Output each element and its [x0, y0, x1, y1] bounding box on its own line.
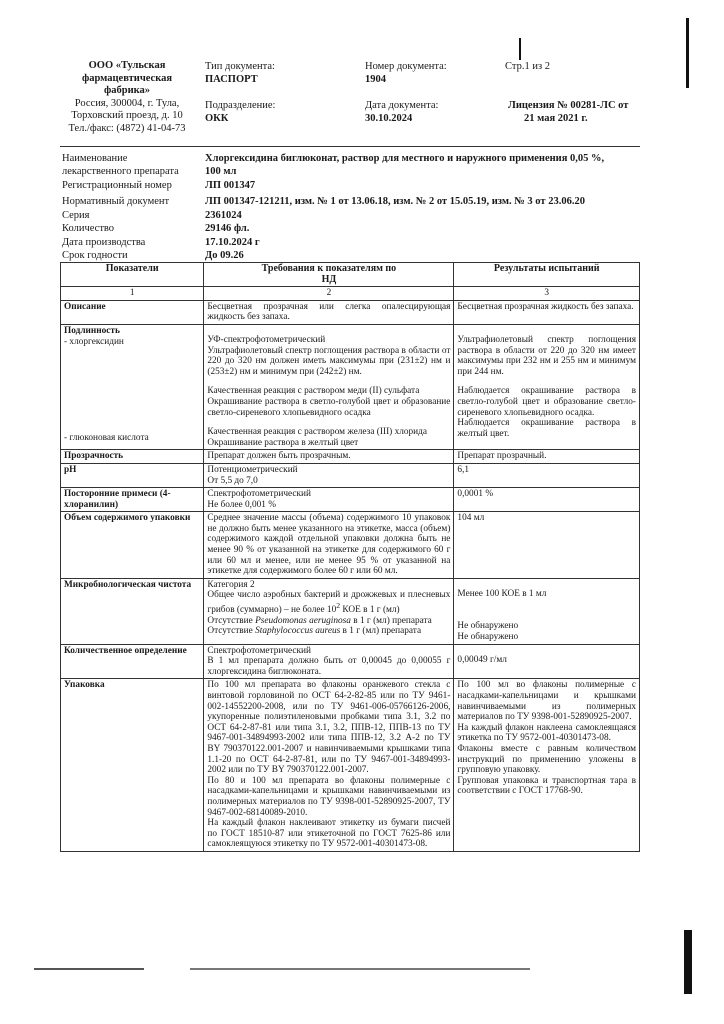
series-value: 2361024 — [205, 210, 242, 221]
row-quant-req — [204, 644, 454, 679]
exp-label: Срок годности — [62, 250, 128, 261]
micro-req-staph-pre: Отсутствие — [207, 626, 256, 637]
qty-label: Количество — [62, 223, 115, 234]
row-quant-name: Количественное определение — [61, 644, 204, 679]
ph-req-method: Потенциометрический — [207, 464, 298, 475]
authenticity-title: Подлинность — [64, 325, 120, 336]
micro-req-pseudomonas-pre: Отсутствие — [207, 615, 256, 626]
auth-req-iron-result: Окрашивание раствора в желтый цвет — [207, 437, 359, 448]
table-row — [61, 463, 640, 487]
row-micro-res — [454, 578, 640, 644]
row-volume-name: Объем содержимого упаковки — [61, 512, 204, 579]
exp-value: До 09.26 — [205, 250, 244, 261]
auth-req-copper: Качественная реакция с раствором меди (II) сульфата — [207, 386, 420, 397]
row-ph-name: pH — [61, 463, 204, 487]
reg-label: Регистрационный номер — [62, 180, 172, 191]
header-requirements — [204, 263, 454, 287]
doc-type-label: Тип документа: — [205, 61, 275, 72]
auth-req-method: УФ-спектрофотометрический — [207, 334, 326, 345]
org-name-line-2: фармацевтическая — [81, 72, 173, 84]
row-clarity-req: Препарат должен быть прозрачным. — [204, 450, 454, 464]
department-value: ОКК — [205, 112, 229, 124]
reg-value: ЛП 001347 — [205, 180, 256, 191]
qty-value: 29146 фл. — [205, 223, 250, 234]
table-header-row — [61, 263, 640, 287]
table-row — [61, 512, 640, 579]
doc-number-value: 1904 — [365, 73, 386, 85]
micro-req-category: Категория 2 — [207, 579, 255, 590]
table-row — [61, 324, 640, 449]
row-authenticity-name — [61, 324, 204, 449]
row-volume-req: Среднее значение массы (объема) содержимого 10 упаковок не должно быть менее указанного на этикетке, масса (объем) содержимого каждой отдельной упаковки должна быть не менее 90 % от указанной на этикетке для содержимого 60 г или 60 мл и менее, или не менее 95 % от указанной на этикетке для содержимого более 60 г или 60 мл. — [204, 512, 454, 579]
row-authenticity-res — [454, 324, 640, 449]
org-address-line-2: Торховский проезд, д. 10 — [71, 110, 183, 121]
row-impurities-name: Посторонние примеси (4-хлоранилин) — [61, 488, 204, 512]
header-results: Результаты испытаний — [454, 263, 640, 287]
index-2: 2 — [204, 287, 454, 301]
doc-type-value: ПАСПОРТ — [205, 73, 258, 85]
micro-res-total: Менее 100 КОЕ в 1 мл — [457, 588, 547, 599]
row-impurities-req — [204, 488, 454, 512]
scan-artifact-bottom — [190, 968, 530, 970]
auth-req-copper-result: Окрашивание раствора в светло-голубой цвет и образование светло-сиреневого хлопьевидного осадка — [207, 396, 451, 418]
index-3: 3 — [454, 287, 640, 301]
micro-req-total-text: Общее число аэробных бактерий и дрожжевых и плесневых грибов (суммарно) – не более 10 — [207, 590, 451, 616]
doc-type-block — [205, 61, 275, 86]
micro-req-total — [207, 590, 450, 615]
row-authenticity-req — [204, 324, 454, 449]
micro-res-pseudomonas: Не обнаружено — [457, 621, 519, 632]
quant-res-value: 0,00049 г/мл — [457, 654, 507, 665]
impurities-req-method: Спектрофотометрический — [207, 489, 311, 500]
impurities-req-limit: Не более 0,001 % — [207, 499, 276, 510]
department-label: Подразделение: — [205, 100, 276, 111]
pack-res-instructions: Флаконы вместе с равным количеством инструкций по применению уложены в групповую упаковку. — [457, 743, 636, 776]
row-volume-res: 104 мл — [454, 512, 640, 579]
micro-req-pseudomonas-post: в 1 г (мл) препарата — [350, 615, 432, 626]
header-indicators: Показатели — [61, 263, 204, 287]
department-block — [205, 100, 275, 125]
prod-label: Дата производства — [62, 237, 146, 248]
name-label-1: Наименование — [62, 153, 128, 164]
table-row — [61, 488, 640, 512]
table-row — [61, 300, 640, 324]
micro-req-total-unit: КОЕ в 1 г (мл) — [340, 605, 400, 616]
micro-req-total-exp: 2 — [336, 601, 341, 611]
org-name-line-3: фабрика» — [103, 85, 151, 96]
org-phone: Тел./факс: (4872) 41-04-73 — [68, 122, 186, 134]
row-clarity-name: Прозрачность — [61, 450, 204, 464]
doc-number-block — [365, 61, 447, 86]
authenticity-sub-gluconic: - глюконовая кислота — [64, 433, 149, 444]
org-name-line-1: ООО «Тульская — [88, 60, 166, 71]
row-packaging-res — [454, 679, 640, 852]
doc-date-block — [365, 100, 438, 125]
row-description-req: Бесцветная прозрачная или слегка опалесцирующая жидкость без запаха. — [204, 300, 454, 324]
auth-req-spectrum: Ультрафиолетовый спектр поглощения раствора в области от 220 до 320 нм должен иметь максимумы при (231±2) нм и (253±2) нм и минимум при (242±2) нм. — [207, 345, 451, 377]
auth-res-copper: Наблюдается окрашивание раствора в светло-голубой цвет и образование светло-сиреневого хлопьевидного осадка. — [457, 386, 636, 418]
header-divider — [60, 146, 640, 147]
org-address-line-1: Россия, 300004, г. Тула, — [74, 97, 180, 109]
ph-req-range: От 5,5 до 7,0 — [207, 475, 258, 486]
micro-res-staph: Не обнаружено — [457, 632, 519, 643]
header-requirements-line-2: НД — [321, 273, 337, 285]
row-ph-req — [204, 463, 454, 487]
micro-req-pseudomonas-species: Pseudomonas aeruginosa — [255, 615, 351, 626]
license-block — [508, 100, 628, 125]
license-line-2: 21 мая 2021 г. — [524, 112, 588, 124]
norm-value: ЛП 001347-121211, изм. № 1 от 13.06.18, изм. № 2 от 15.05.19, изм. № 3 от 23.06.20 — [205, 196, 585, 207]
micro-req-staph-species: Staphylococcus aureus — [255, 626, 341, 637]
row-micro-name: Микробиологическая чистота — [61, 578, 204, 644]
row-clarity-res: Препарат прозрачный. — [454, 450, 640, 464]
pack-req-label: На каждый флакон наклеивают этикетку из бумаги писчей по ГОСТ 18510-87 или этикеточной по ГОСТ 7625-86 или самоклеящуюся этикетку по ТУ 9572-001-40301473-08. — [207, 818, 451, 850]
row-micro-req — [204, 578, 454, 644]
table-index-row — [61, 287, 640, 301]
pack-res-transport: Групповая упаковка и транспортная тара в соответствии с ГОСТ 17768-90. — [457, 775, 636, 797]
pack-req-glass: По 100 мл препарата во флаконы оранжевого стекла с винтовой горловиной по ОСТ 64-2-82-85 или по ТУ 9461-002-14552200-2008, или по ТУ 9461-006-05766126-2006, укупоренные полиэтиленовыми пробками типа 3.1, 3.2 по ОСТ 64-2-87-81 или типа 3.1, 3.2, ППВ-12, ППВ-13 по ТУ 9467-001-34894993-2002 или типа ППВ-12, 3.2 А-2 по ТУ BY 790370122.001-2007 и навинчиваемыми крышками типа 1.1-20 по ОСТ 64-2-87-81, или по ТУ 9467-001-34894993-2002 или по ТУ BY 790370122.001-2007. — [207, 680, 451, 776]
prod-value: 17.10.2024 г — [205, 237, 260, 248]
scan-artifact-top — [519, 38, 521, 60]
scan-artifact-right-top — [686, 18, 689, 88]
auth-res-spectrum: Ультрафиолетовый спектр поглощения раствора в области от 220 до 320 нм имеет максимумы при 232 нм и 255 нм и минимум при 244 нм. — [457, 334, 636, 377]
scan-artifact-right-bottom — [684, 930, 692, 994]
doc-date-label: Дата документа: — [365, 100, 439, 111]
header-requirements-line-1: Требования к показателям по — [261, 263, 397, 274]
quant-req-method: Спектрофотометрический — [207, 645, 311, 656]
license-line-1: Лицензия № 00281-ЛС от — [508, 100, 629, 111]
row-packaging-name: Упаковка — [61, 679, 204, 852]
micro-req-staph-post: в 1 г (мл) препарата — [340, 626, 422, 637]
doc-number-label: Номер документа: — [365, 61, 447, 72]
auth-req-iron: Качественная реакция с раствором железа (III) хлорида — [207, 427, 428, 438]
page-number: Стр.1 из 2 — [505, 61, 550, 72]
authenticity-sub-chlorhexidine: - хлоргексидин — [64, 336, 124, 347]
micro-req-staph — [207, 626, 450, 637]
quant-req-limit: В 1 мл препарата должно быть от 0,00045 до 0,00055 г хлоргексидина биглюконата. — [207, 656, 451, 677]
table-row — [61, 679, 640, 852]
table-row — [61, 450, 640, 464]
pack-res-polymer: По 100 мл во флаконы полимерные с насадками-капельницами и крышками навинчиваемыми из полимерных материалов по ТУ 9398-001-52890925-2007. — [457, 680, 636, 723]
row-packaging-req — [204, 679, 454, 852]
table-row — [61, 578, 640, 644]
table-row — [61, 644, 640, 679]
row-quant-res — [454, 644, 640, 679]
row-description-name: Описание — [61, 300, 204, 324]
doc-date-value: 30.10.2024 — [365, 112, 413, 124]
micro-req-pseudomonas — [207, 616, 450, 627]
name-value-2: 100 мл — [205, 166, 237, 177]
auth-res-iron: Наблюдается окрашивание раствора в желтый цвет. — [457, 418, 636, 439]
pack-res-label: На каждый флакон наклеена самоклеящаяся этикетка по ТУ 9572-001-40301473-08. — [457, 722, 636, 744]
row-description-res: Бесцветная прозрачная жидкость без запаха. — [454, 300, 640, 324]
norm-label: Нормативный документ — [62, 196, 170, 207]
index-1: 1 — [61, 287, 204, 301]
specification-table — [60, 262, 640, 852]
name-label-2: лекарственного препарата — [62, 166, 179, 177]
row-impurities-res: 0,0001 % — [454, 488, 640, 512]
scan-artifact-bottom-left — [34, 968, 144, 970]
pack-req-polymer: По 80 и 100 мл препарата во флаконы полимерные с насадками-капельницами и крышками навинчиваемыми из полимерных материалов по ТУ 9398-001-52890925-2007, ТУ 9467-002-68140089-2010. — [207, 775, 451, 818]
organization-block — [62, 60, 192, 135]
name-value-1: Хлоргексидина биглюконат, раствор для местного и наружного применения 0,05 %, — [205, 153, 605, 164]
series-label: Серия — [62, 210, 90, 221]
row-ph-res: 6,1 — [454, 463, 640, 487]
